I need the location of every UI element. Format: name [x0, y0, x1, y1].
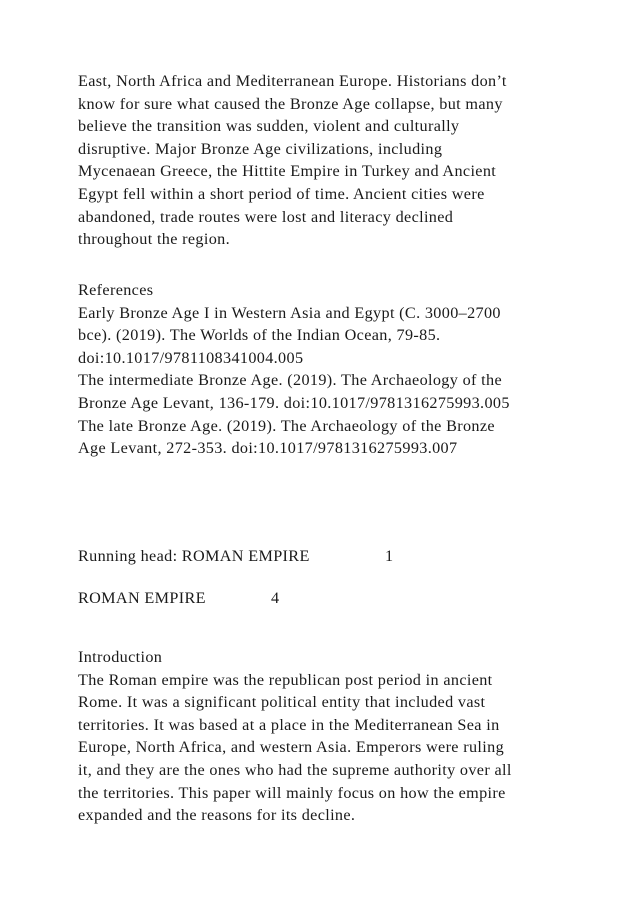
introduction-line: Europe, North Africa, and western Asia. Emperors were ruling	[78, 738, 505, 757]
page-header	[78, 587, 578, 610]
paragraph-line: believe the transition was sudden, violent and culturally	[78, 117, 460, 136]
reference-line: The late Bronze Age. (2019). The Archaeology of the Bronze	[78, 416, 495, 435]
references-heading: References	[78, 281, 154, 299]
page-header-label: ROMAN EMPIRE	[78, 589, 206, 607]
paragraph-line: Mycenaean Greece, the Hittite Empire in Turkey and Ancient	[78, 162, 497, 181]
paragraph-line: Egypt fell within a short period of time. Ancient cities were	[78, 184, 485, 203]
paragraph-line: East, North Africa and Mediterranean Europe. Historians don’t	[78, 72, 507, 90]
reference-line: bce). (2019). The Worlds of the Indian Ocean, 79-85.	[78, 326, 441, 345]
references-section	[78, 279, 578, 460]
paragraph-line: abandoned, trade routes were lost and literacy declined	[78, 207, 454, 226]
running-head	[78, 545, 578, 568]
introduction-heading: Introduction	[78, 648, 163, 666]
reference-line: Bronze Age Levant, 136-179. doi:10.1017/9781316275993.005	[78, 393, 510, 412]
reference-line: doi:10.1017/9781108341004.005	[78, 348, 304, 367]
body-paragraph	[78, 70, 578, 251]
introduction-line: the territories. This paper will mainly focus on how the empire	[78, 783, 506, 802]
introduction-line: The Roman empire was the republican post period in ancient	[78, 670, 493, 689]
introduction-line: Rome. It was a significant political entity that included vast	[78, 693, 486, 712]
page-header-page-number: 4	[271, 589, 280, 607]
reference-line: Early Bronze Age I in Western Asia and Egypt (C. 3000–2700	[78, 303, 501, 322]
paragraph-line: throughout the region.	[78, 230, 231, 249]
running-head-page-number: 1	[385, 547, 394, 565]
introduction-line: expanded and the reasons for its decline.	[78, 806, 356, 825]
running-head-label: Running head: ROMAN EMPIRE	[78, 547, 310, 565]
introduction-section	[78, 646, 578, 827]
reference-line: The intermediate Bronze Age. (2019). The Archaeology of the	[78, 371, 502, 390]
introduction-line: it, and they are the ones who had the supreme authority over all	[78, 760, 512, 779]
paragraph-line: disruptive. Major Bronze Age civilizations, including	[78, 139, 443, 158]
paragraph-line: know for sure what caused the Bronze Age collapse, but many	[78, 94, 503, 113]
reference-line: Age Levant, 272-353. doi:10.1017/9781316275993.007	[78, 439, 458, 458]
introduction-line: territories. It was based at a place in the Mediterranean Sea in	[78, 715, 500, 734]
